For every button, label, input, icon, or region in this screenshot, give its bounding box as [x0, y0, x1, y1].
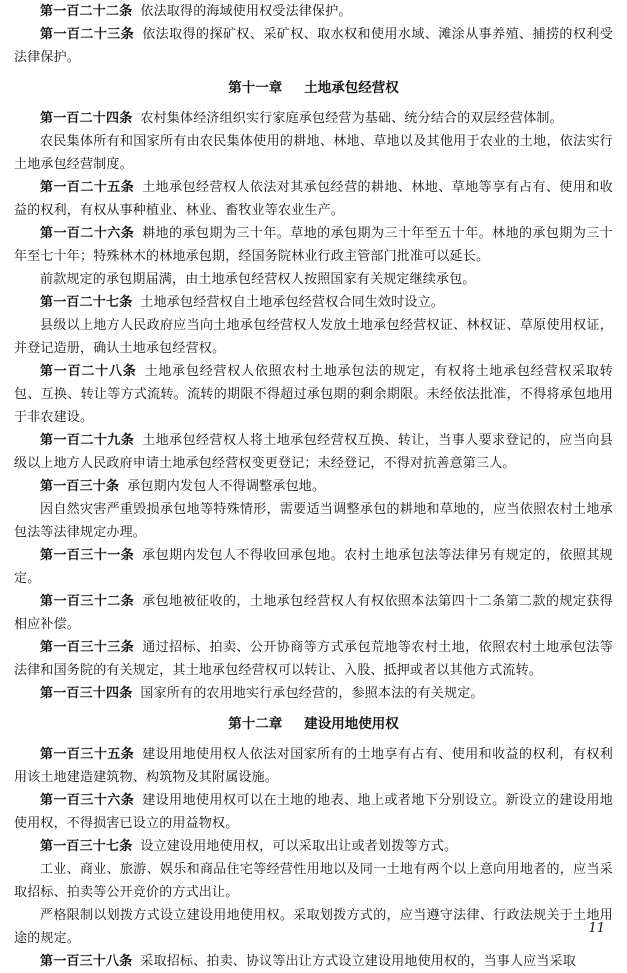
page-number: 11	[588, 921, 605, 936]
article-text: 建设用地使用权人依法对国家所有的土地享有占有、使用和收益的权利，有权利用该土地建造建筑物、构筑物及其附属设施。	[14, 747, 613, 785]
chapter-title: 建设用地使用权	[304, 716, 399, 732]
paragraph	[14, 636, 613, 682]
article-number: 第一百二十九条	[40, 433, 135, 448]
article-text: 依法取得的海域使用权受法律保护。	[140, 4, 352, 19]
paragraph	[14, 590, 613, 636]
paragraph	[14, 858, 613, 904]
article-text: 土地承包经营权人将土地承包经营权互换、转让，当事人要求登记的，应当向县级以上地方人民政府申请土地承包经营权变更登记；未经登记，不得对抗善意第三人。	[14, 433, 613, 471]
article-text: 耕地的承包期为三十年。草地的承包期为三十年至五十年。林地的承包期为三十年至七十年；特殊林木的林地承包期，经国务院林业行政主管部门批准可以延长。	[14, 226, 613, 264]
article-number: 第一百三十五条	[40, 747, 135, 762]
article-text: 土地承包经营权自土地承包经营权合同生效时设立。	[140, 295, 445, 310]
article-number: 第一百三十二条	[40, 594, 135, 609]
paragraph	[14, 429, 613, 475]
paragraph	[14, 904, 613, 950]
chapter-number: 第十二章	[228, 716, 283, 732]
chapter-number: 第十一章	[228, 80, 283, 96]
chapter-heading-12	[14, 707, 613, 741]
article-number: 第一百二十三条	[40, 27, 135, 42]
paragraph	[14, 291, 613, 314]
paragraph	[14, 789, 613, 835]
article-text: 国家所有的农用地实行承包经营的，参照本法的有关规定。	[140, 686, 484, 701]
article-number: 第一百二十七条	[40, 295, 133, 310]
paragraph	[14, 498, 613, 544]
article-text: 建设用地使用权可以在土地的地表、地上或者地下分别设立。新设立的建设用地使用权，不得损害已设立的用益物权。	[14, 793, 613, 831]
chapter-heading-11	[14, 71, 613, 105]
article-text: 农民集体所有和国家所有由农民集体使用的耕地、林地、草地以及其他用于农业的土地，依法实行土地承包经营制度。	[14, 134, 613, 172]
article-number: 第一百二十五条	[40, 180, 135, 195]
article-text: 严格限制以划拨方式设立建设用地使用权。采取划拨方式的，应当遵守法律、行政法规关于土地用途的规定。	[14, 908, 613, 946]
paragraph	[14, 950, 613, 973]
article-text: 工业、商业、旅游、娱乐和商品住宅等经营性用地以及同一土地有两个以上意向用地者的，应当采取招标、拍卖等公开竞价的方式出让。	[14, 862, 613, 900]
paragraph	[14, 314, 613, 360]
article-number: 第一百三十一条	[40, 548, 135, 563]
article-text: 因自然灾害严重毁损承包地等特殊情形，需要适当调整承包的耕地和草地的，应当依照农村土地承包法等法律规定办理。	[14, 502, 613, 540]
article-text: 承包地被征收的，土地承包经营权人有权依照本法第四十二条第二款的规定获得相应补偿。	[14, 594, 613, 632]
article-text: 土地承包经营权人依法对其承包经营的耕地、林地、草地等享有占有、使用和收益的权利，有权从事种植业、林业、畜牧业等农业生产。	[14, 180, 613, 218]
paragraph	[14, 23, 613, 69]
article-number: 第一百三十四条	[40, 686, 133, 701]
paragraph	[14, 743, 613, 789]
article-number: 第一百三十七条	[40, 839, 133, 854]
paragraph	[14, 835, 613, 858]
article-number: 第一百三十八条	[40, 954, 133, 969]
article-number: 第一百三十三条	[40, 640, 135, 655]
article-number: 第一百二十六条	[40, 226, 135, 241]
article-text: 采取招标、拍卖、协议等出让方式设立建设用地使用权的，当事人应当采取	[140, 954, 577, 969]
section-chapter-12-articles	[14, 743, 613, 973]
paragraph	[14, 107, 613, 130]
article-text: 农村集体经济组织实行家庭承包经营为基础、统分结合的双层经营体制。	[140, 111, 563, 126]
section-chapter-11-articles	[14, 107, 613, 705]
article-text: 土地承包经营权人依照农村土地承包法的规定，有权将土地承包经营权采取转包、互换、转让等方式流转。流转的期限不得超过承包期的剩余期限。未经依法批准，不得将承包地用于非农建设。	[14, 364, 613, 425]
paragraph	[14, 544, 613, 590]
article-number: 第一百二十八条	[40, 364, 137, 379]
paragraph	[14, 268, 613, 291]
paragraph	[14, 222, 613, 268]
paragraph	[14, 682, 613, 705]
article-text: 县级以上地方人民政府应当向土地承包经营权人发放土地承包经营权证、林权证、草原使用权证，并登记造册，确认土地承包经营权。	[14, 318, 613, 356]
paragraph	[14, 176, 613, 222]
article-number: 第一百三十六条	[40, 793, 135, 808]
paragraph	[14, 475, 613, 498]
section-articles-122-123	[14, 0, 613, 69]
article-text: 承包期内发包人不得收回承包地。农村土地承包法等法律另有规定的，依照其规定。	[14, 548, 613, 586]
article-text: 前款规定的承包期届满，由土地承包经营权人按照国家有关规定继续承包。	[40, 272, 476, 287]
article-number: 第一百三十条	[40, 479, 120, 494]
paragraph	[14, 0, 613, 23]
article-number: 第一百二十四条	[40, 111, 133, 126]
paragraph	[14, 360, 613, 429]
article-text: 设立建设用地使用权，可以采取出让或者划拨等方式。	[140, 839, 458, 854]
paragraph	[14, 130, 613, 176]
article-text: 承包期内发包人不得调整承包地。	[127, 479, 326, 494]
chapter-title: 土地承包经营权	[304, 80, 399, 96]
article-number: 第一百二十二条	[40, 4, 133, 19]
article-text: 通过招标、拍卖、公开协商等方式承包荒地等农村土地，依照农村土地承包法等法律和国务院的有关规定，其土地承包经营权可以转让、入股、抵押或者以其他方式流转。	[14, 640, 613, 678]
article-text: 依法取得的探矿权、采矿权、取水权和使用水域、滩涂从事养殖、捕捞的权利受法律保护。	[14, 27, 613, 65]
